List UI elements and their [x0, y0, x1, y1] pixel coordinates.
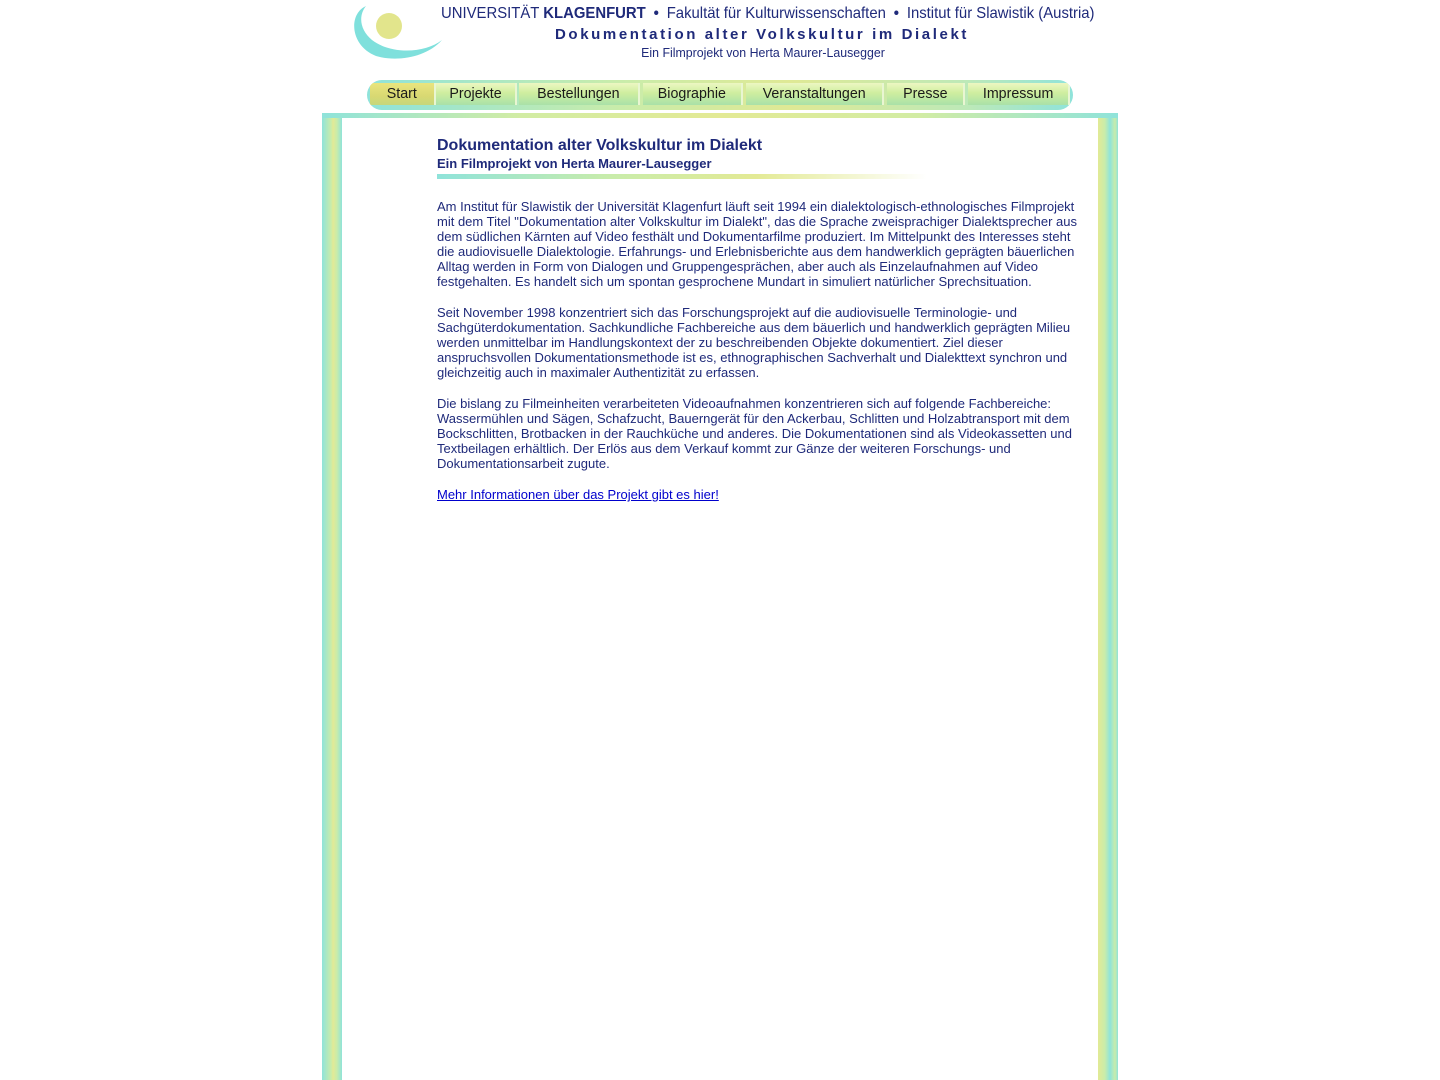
page-subtitle: Ein Filmprojekt von Herta Maurer-Lausegger: [437, 156, 712, 171]
faculty-name: Fakultät für Kulturwissenschaften: [666, 5, 886, 22]
header-title: Dokumentation alter Volkskultur im Dialekt: [555, 26, 969, 43]
frame-right-border: [1098, 113, 1118, 1080]
nav-impressum[interactable]: [968, 83, 1070, 105]
nav-start-label: Start: [386, 85, 418, 102]
intro-paragraph: Am Institut für Slawistik der Universität Klagenfurt läuft seit 1994 ein dialektologisch-ethnologisches Filmprojekt mit dem Titel "Dokumentation alter Volkskultur im Dialekt", das die Sprache zweisprachiger Dialektsprecher aus dem südlichen Kärnten auf Video festhält und Dokumentarfilme produziert. Im Mittelpunkt des Interesses steht die audiovisuelle Dialektologie. Erfahrungs- und Erlebnisberichte aus dem handwerklich geprägten bäuerlichen Alltag werden in Form von Dialogen und Gruppengesprächen, aber auch als Einzelaufnahmen auf Video festgehalten. Es handelt sich um spontan gesprochene Mundart in simuliert natürlicher Sprechsituation.: [437, 199, 1078, 289]
institute-name: Institut für Slawistik (Austria): [906, 5, 1095, 22]
nav-veranstaltungen[interactable]: [746, 83, 884, 105]
nav-veranstaltungen-label: Veranstaltungen: [762, 85, 866, 102]
main-content: [437, 137, 1077, 502]
nav-start[interactable]: [370, 83, 436, 105]
nav-bestellungen[interactable]: [519, 83, 640, 105]
nav-projekte-label: Projekte: [449, 85, 502, 102]
main-navigation: [367, 80, 1073, 110]
nav-presse-label: Presse: [902, 85, 948, 102]
page-title: Dokumentation alter Volkskultur im Dialekt: [437, 137, 763, 154]
university-city: KLAGENFURT: [543, 5, 646, 22]
more-info-link[interactable]: Mehr Informationen über das Projekt gibt es hier!: [437, 487, 719, 502]
frame-left-border: [322, 113, 342, 1080]
header-subtitle: Ein Filmprojekt von Herta Maurer-Lausegger: [641, 45, 885, 60]
nav-presse[interactable]: [887, 83, 965, 105]
topics-paragraph: Die bislang zu Filmeinheiten verarbeiteten Videoaufnahmen konzentrieren sich auf folgende Fachbereiche: Wassermühlen und Sägen, Schafzucht, Bauerngerät für den Ackerbau, Schlitten und Holzabtransport mit dem Bockschlitten, Brotbacken in der Rauchküche und anderes. Die Dokumentationen sind als Videokassetten und Textbeilagen erhältlich. Der Erlös aus dem Verkauf kommt zur Gänze der weiteren Forschungs- und Dokumentationsarbeit zugute.: [437, 396, 1072, 471]
university-name: UNIVERSITÄT: [441, 5, 540, 22]
nav-projekte[interactable]: [436, 83, 517, 105]
nav-bestellungen-label: Bestellungen: [537, 85, 620, 102]
separator-bullet: •: [893, 5, 899, 22]
nav-biographie[interactable]: [643, 83, 743, 105]
nav-biographie-label: Biographie: [657, 85, 727, 102]
nav-impressum-label: Impressum: [982, 85, 1054, 102]
site-header: [340, 0, 1100, 70]
institution-line: [441, 5, 1095, 23]
research-paragraph: Seit November 1998 konzentriert sich das Forschungsprojekt auf die audiovisuelle Terminologie- und Sachgüterdokumentation. Sachkundliche Fachbereiche aus dem bäuerlich und handwerklich geprägten Milieu werden unmittelbar im Handlungskontext der zu beschreibenden Objekte dokumentiert. Ziel dieser anspruchsvollen Dokumentationsmethode ist es, ethnographischen Sachverhalt und Dialekttext synchron und gleichzeitig auch in maximaler Authentizität zu erfassen.: [437, 305, 1071, 380]
separator-bullet: •: [653, 5, 659, 22]
title-underline-bar: [437, 174, 927, 179]
